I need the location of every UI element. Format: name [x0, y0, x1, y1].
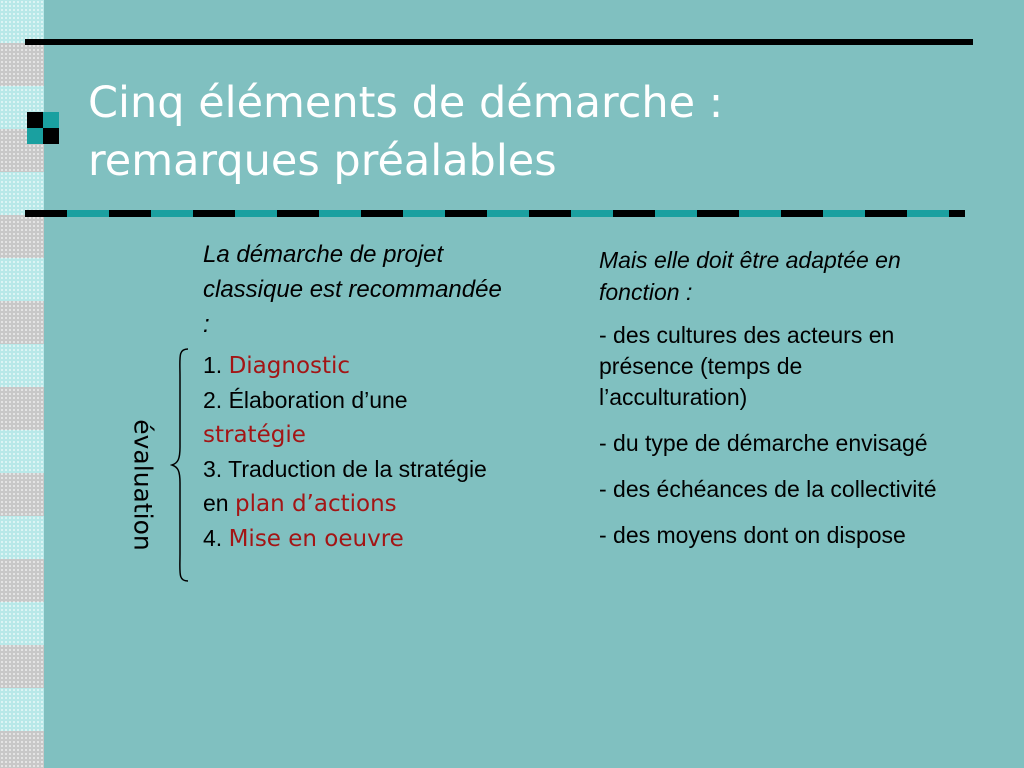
- step-2-text: Élaboration d’une: [228, 387, 408, 413]
- left-column: [203, 237, 513, 556]
- evaluation-label: [128, 410, 158, 560]
- curly-brace-icon: [170, 347, 192, 583]
- list-item: - des cultures des acteurs en présence (temps de l’acculturation): [599, 322, 895, 410]
- list-item: - des moyens dont on dispose: [599, 522, 906, 548]
- left-intro: La démarche de projet classique est recommandée :: [203, 241, 502, 338]
- list-item: - des échéances de la collectivité: [599, 476, 937, 502]
- steps-list: [203, 348, 513, 556]
- step-3-num: 3.: [203, 456, 229, 482]
- step-4: [203, 521, 513, 556]
- step-1-highlight: Diagnostic: [228, 353, 351, 379]
- step-2-num: 2.: [203, 387, 229, 413]
- step-3: [203, 452, 513, 521]
- top-rule: [25, 39, 973, 45]
- step-3-highlight: plan d’actions: [234, 491, 397, 517]
- step-4-num: 4.: [203, 525, 229, 551]
- list-item: - du type de démarche envisagé: [599, 430, 928, 456]
- slide-title-line2: remarques préalables: [88, 136, 557, 186]
- step-3-text: Traduction de la stratégie en: [203, 456, 487, 516]
- checker-square-icon: [27, 112, 59, 144]
- slide-title-line1: Cinq éléments de démarche :: [88, 78, 724, 128]
- evaluation-label-text: évaluation: [128, 419, 158, 551]
- slide-title: [88, 74, 988, 190]
- right-column: [599, 244, 939, 566]
- step-1: [203, 348, 513, 383]
- dashed-divider: [25, 210, 965, 217]
- step-2-highlight: stratégie: [203, 422, 306, 448]
- step-1-num: 1.: [203, 352, 229, 378]
- step-2: [203, 383, 513, 452]
- step-4-highlight: Mise en oeuvre: [228, 526, 404, 552]
- right-intro: Mais elle doit être adaptée en fonction :: [599, 247, 901, 305]
